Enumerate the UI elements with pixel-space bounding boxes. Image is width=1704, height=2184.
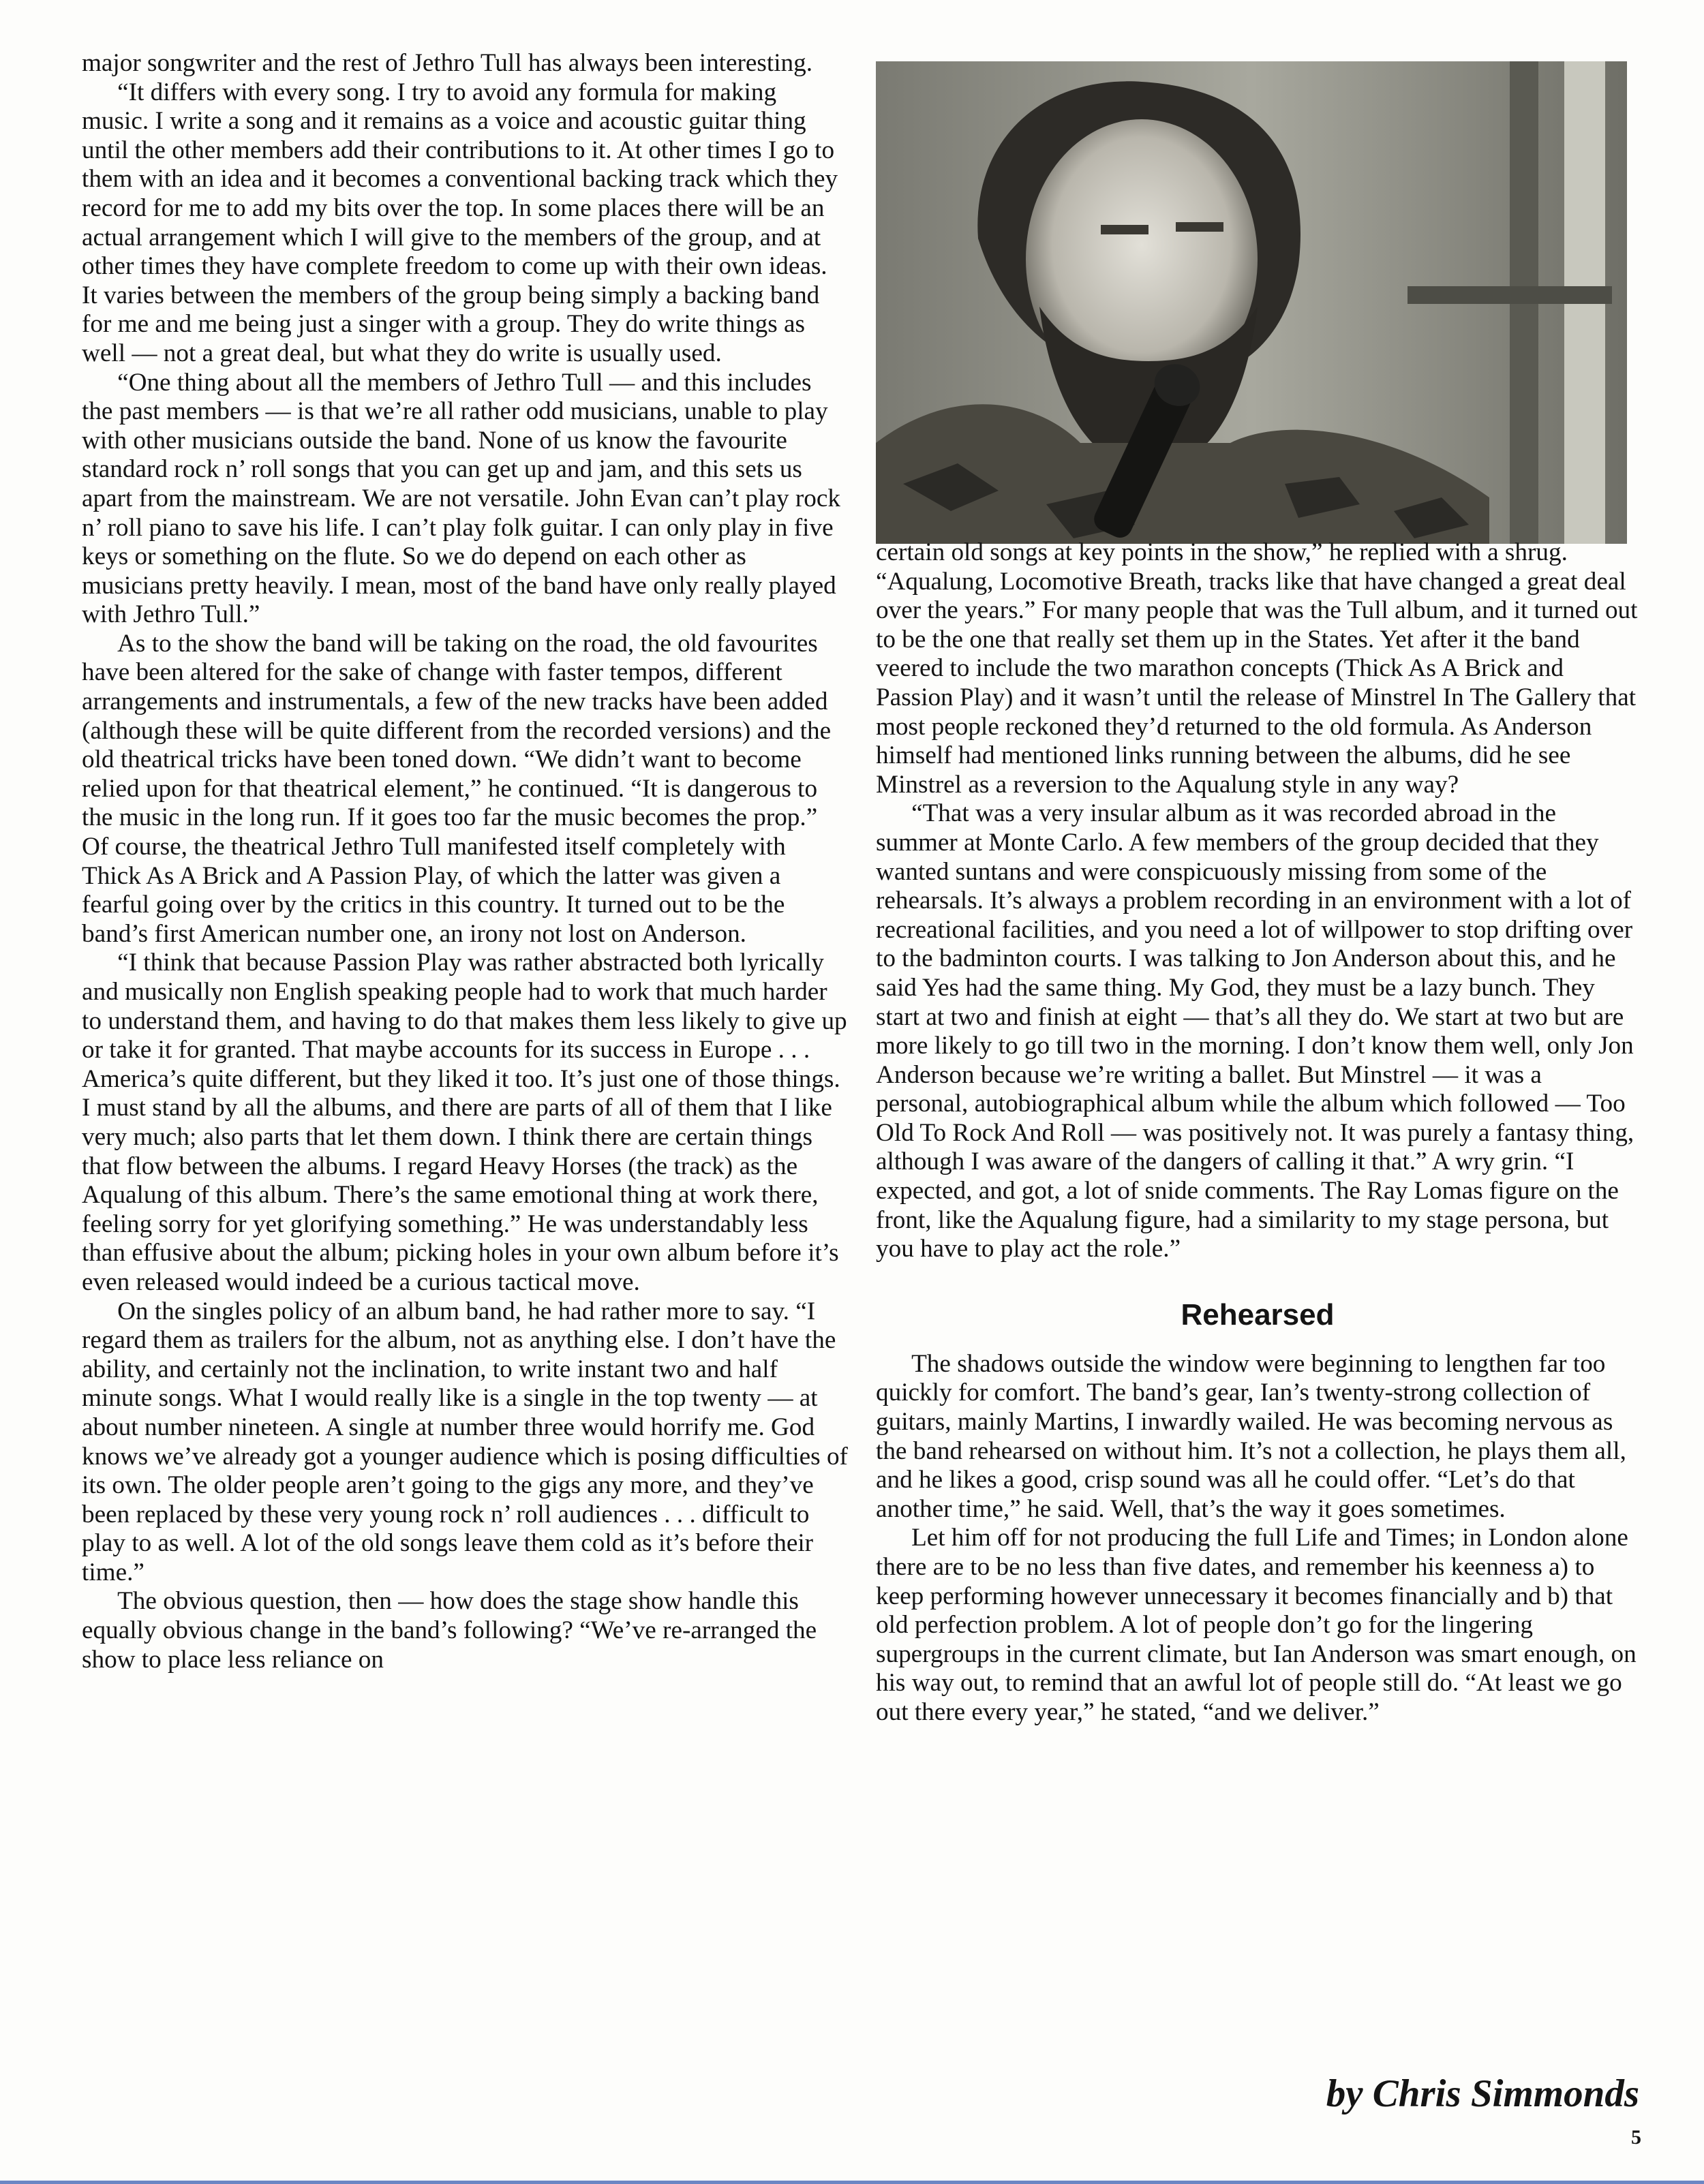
- paragraph: Let him off for not producing the full Life and Times; in London alone there are to be no less than five dates, and remember his keenness a) to keep performing however unnecessary it becomes financially and b) that old perfection problem. A lot of people don’t go for the lingering supergroups in the current climate, but Ian Anderson was smart enough, on his way out, to remind that an awful lot of people still do. “At least we go out there every year,” he stated, “and we deliver.”: [876, 1524, 1637, 1726]
- article-right-column: [876, 538, 1639, 1727]
- paragraph: “I think that because Passion Play was rather abstracted both lyrically and musically non English speaking people had to work that much harder to understand them, and having to do that makes them less likely to give up or take it for granted. That maybe accounts for its success in Europe . . . America’s quite different, but they liked it too. It’s just one of those things. I must stand by all the albums, and there are parts of all of them that I like very much; also parts that let them down. I think there are certain things that flow between the albums. I regard Heavy Horses (the track) as the Aqualung of this album. There’s the same emotional thing at work there, feeling sorry for yet glorifying something.” He was understandably less than effusive about the album; picking holes in your own album before it’s even released would indeed be a curious tactical move.: [82, 949, 847, 1296]
- paragraph: “It differs with every song. I try to avoid any formula for making music. I write a song and it remains as a voice and acoustic guitar thing until the other members add their contributions to it. At other times I go to them with an idea and it becomes a conventional backing track which they record for me to add my bits over the top. In some places there will be an actual arrangement which I will give to the members of the group, and at other times they have complete freedom to come up with their own ideas. It varies between the members of the group being simply a backing band for me and me being just a singer with a group. They do write things as well — not a great deal, but what they do write is usually used.: [82, 78, 838, 367]
- paragraph: As to the show the band will be taking on the road, the old favourites have been altered for the sake of change with faster tempos, different arrangements and instrumentals, a few of the new tracks have been added (although these will be quite different from the recorded versions) and the old theatrical tricks have been toned down. “We didn’t want to become relied upon for that theatrical element,” he continued. “It is dangerous to the music in the long run. If it goes too far the music becomes the prop.” Of course, the theatrical Jethro Tull manifested itself completely with Thick As A Brick and A Passion Play, of which the latter was given a fearful going over by the critics in this country. It turned out to be the band’s first American number one, an irony not lost on Anderson.: [82, 629, 832, 948]
- paragraph: major songwriter and the rest of Jethro Tull has always been interesting.: [82, 49, 813, 77]
- musician-photo-image: [876, 61, 1627, 544]
- paragraph: The shadows outside the window were beginning to lengthen far too quickly for comfort. The band’s gear, Ian’s twenty-strong collection of guitars, mainly Martins, I inwardly wailed. He was becoming nervous as the band rehearsed on without him. It’s not a collection, he plays them all, and he likes a good, crisp sound was all he could offer. “Let’s do that another time,” he said. Well, that’s the way it goes sometimes.: [876, 1349, 1626, 1523]
- author-byline: by Chris Simmonds: [1326, 2072, 1639, 2115]
- paragraph: certain old songs at key points in the show,” he replied with a shrug. “Aqualung, Locomotive Breath, tracks like that have changed a great deal over the years.” For many people that was the Tull album, and it turned out to be the one that really set them up in the States. Yet after it the band veered to include the two marathon concepts (Thick As A Brick and Passion Play) and it wasn’t until the release of Minstrel In The Gallery that most people reckoned they’d returned to the old formula. As Anderson himself had mentioned links running between the albums, did he see Minstrel as a reversion to the Aqualung style in any way?: [876, 538, 1638, 799]
- paragraph: “That was a very insular album as it was recorded abroad in the summer at Monte Carlo. A few members of the group decided that they wanted suntans and were conspicuously missing from some of the rehearsals. It’s always a problem recording in an environment with a lot of recreational facilities, and you need a lot of willpower to stop drifting over to the badminton courts. I was talking to Jon Anderson about this, and he said Yes had the same thing. My God, they must be a lazy bunch. They start at two and finish at eight — that’s all they do. We start at two but are more likely to go till two in the morning. I don’t know them well, only Jon Anderson because we’re writing a ballet. But Minstrel — it was a personal, autobiographical album while the album which followed — Too Old To Rock And Roll — was positively not. It was purely a fantasy thing, although I was aware of the dangers of calling it that.” A wry grin. “I expected, and got, a lot of snide comments. The Ray Lomas figure on the front, like the Aqualung figure, had a similarity to my stage persona, but you have to play act the role.”: [876, 799, 1634, 1263]
- paragraph: The obvious question, then — how does the stage show handle this equally obvious change in the band’s following? “We’ve re-arranged the show to place less reliance on: [82, 1587, 817, 1674]
- page-number: 5: [1631, 2126, 1641, 2149]
- paragraph: On the singles policy of an album band, he had rather more to say. “I regard them as trailers for the album, not as anything else. I don’t have the ability, and certainly not the inclination, to write instant two and half minute songs. What I would really like is a single in the top twenty — at about number nineteen. A single at number three would horrify me. God knows we’ve already got a younger audience which is posing difficulties of its own. The older people aren’t going to the gigs any more, and they’ve been replaced by these very young rock n’ roll audiences . . . difficult to play to as well. A lot of the old songs leave them cold as it’s before their time.”: [82, 1297, 848, 1586]
- section-heading: Rehearsed: [1181, 1297, 1335, 1332]
- article-left-column: [82, 49, 849, 1674]
- paragraph: “One thing about all the members of Jethro Tull — and this includes the past members — is that we’re all rather odd musicians, unable to play with other musicians outside the band. None of us know the favourite standard rock n’ roll songs that you can get up and jam, and this sets us apart from the mainstream. We are not versatile. John Evan can’t play rock n’ roll piano to save his life. I can’t play folk guitar. I can only play in five keys or something on the flute. So we do depend on each other as musicians pretty heavily. I mean, most of the band have only really played with Jethro Tull.”: [82, 368, 840, 629]
- musician-photo: [876, 61, 1627, 544]
